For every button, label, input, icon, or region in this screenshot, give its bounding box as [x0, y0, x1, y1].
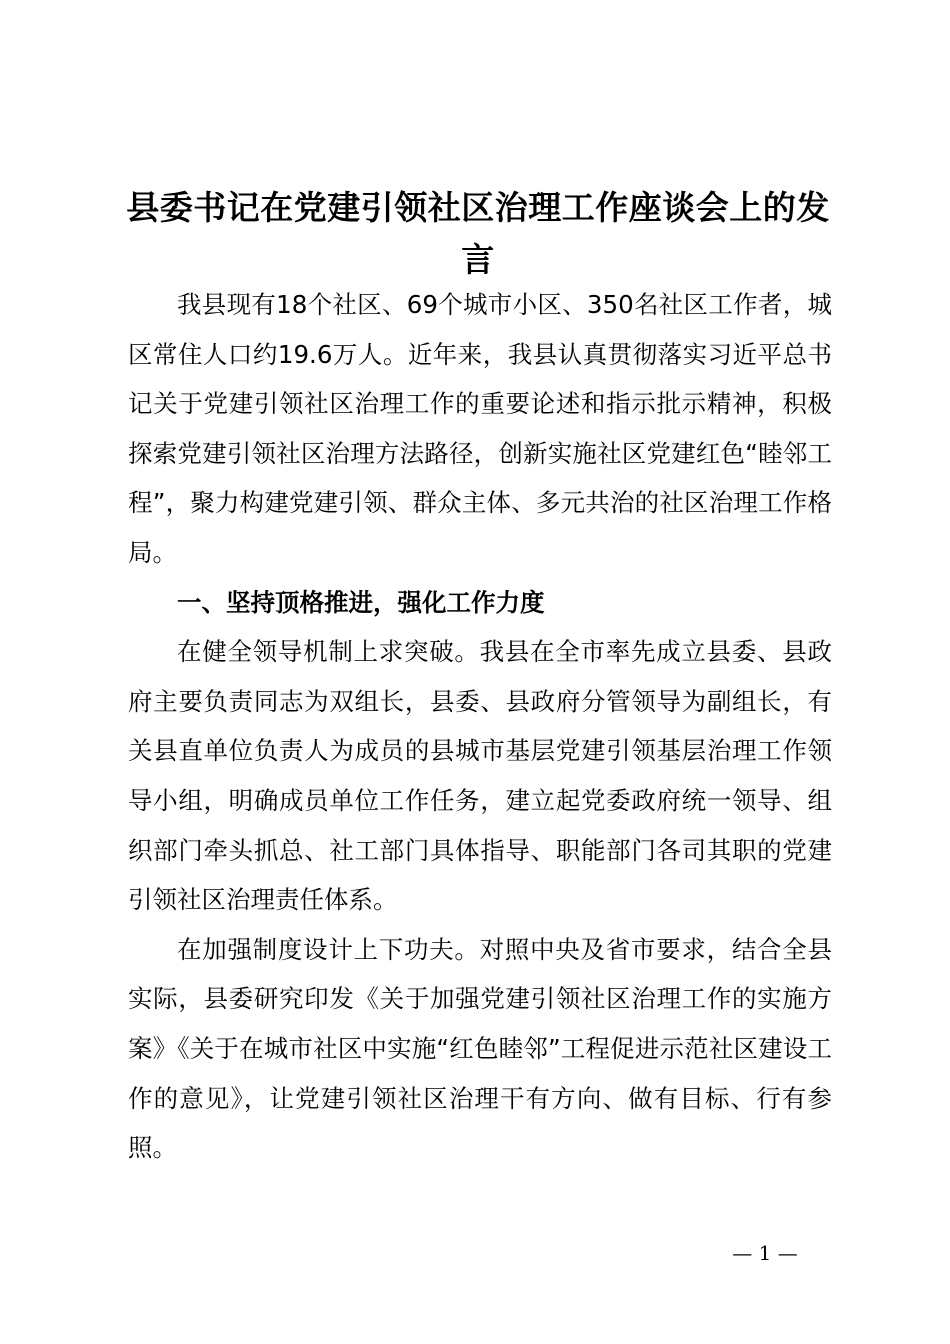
section-heading: 一、坚持顶格推进，强化工作力度: [177, 587, 545, 617]
leadership-paragraph: 在健全领导机制上求突破。我县在全市率先成立县委、县政府主要负责同志为双组长，县委、县政府分管领导为副组长，有关县直单位负责人为成员的县城市基层党建引领基层治理工作领导小组，明确成员单位工作任务，建立起党委政府统一领导、组织部门牵头抓总、社工部门具体指导、职能部门各司其职的党建引领社区治理责任体系。: [128, 637, 832, 915]
institution-paragraph: 在加强制度设计上下功夫。对照中央及省市要求，结合全县实际，县委研究印发《关于加强党建引领社区治理工作的实施方案》《关于在城市社区中实施“红色睦邻”工程促进示范社区建设工作的意见》，让党建引领社区治理干有方向、做有目标、行有参照。: [128, 934, 832, 1163]
document-body: [128, 280, 832, 1173]
page-number: — 1 —: [732, 1241, 798, 1265]
document-title: 县委书记在党建引领社区治理工作座谈会上的发言: [126, 188, 830, 279]
intro-paragraph: 我县现有18个社区、69个城市小区、350名社区工作者，城区常住人口约19.6万人。近年来，我县认真贯彻落实习近平总书记关于党建引领社区治理工作的重要论述和指示批示精神，积极探索党建引领社区治理方法路径，创新实施社区党建红色“睦邻工程”，聚力构建党建引领、群众主体、多元共治的社区治理工作格局。: [128, 290, 832, 567]
